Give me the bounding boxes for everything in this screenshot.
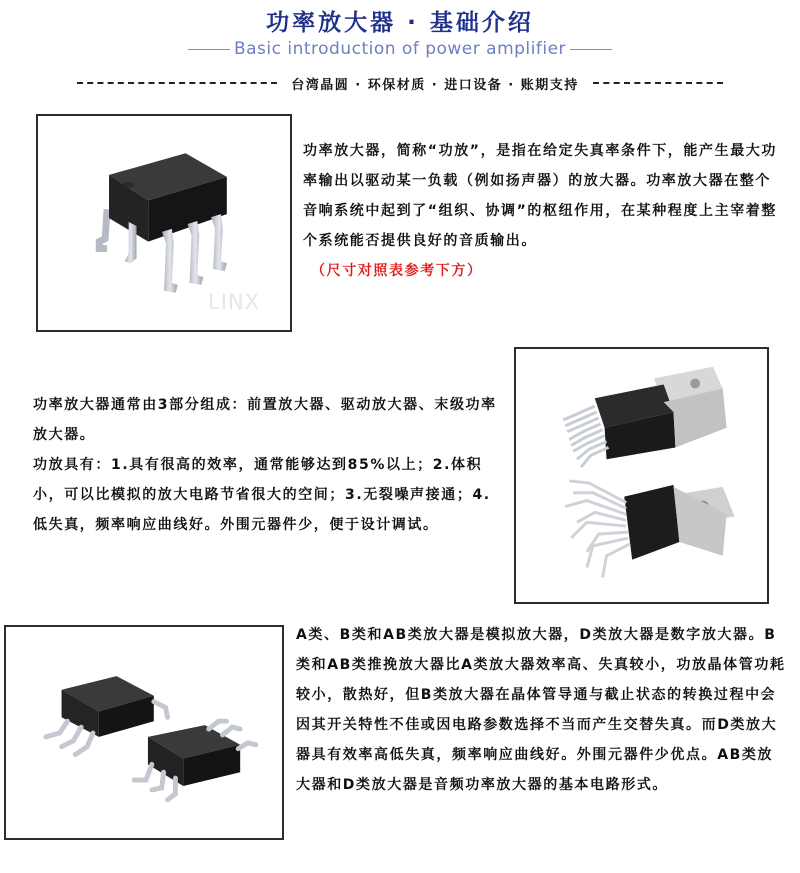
page-subtitle: Basic introduction of power amplifier [233, 39, 567, 59]
dip-chip-image [36, 114, 292, 332]
tagline-left-divider [77, 82, 277, 84]
section3-paragraph: A类、B类和AB类放大器是模拟放大器，D类放大器是数字放大器。B类和AB类推挽放大器比A类放大器效率高、失真较小，功放晶体管功耗较小，散热好，但B类放大器在晶体管导通与截止状态的转换过程中会因其开关特性不佳或因电路参数选择不当而产生交替失真。而D类放大器具有效率高低失真，频率响应曲线好。外围元器件少优点。AB类放大器和D类放大器是音频功率放大器的基本电路形式。 [296, 627, 786, 793]
section2-paragraph-features: 功放具有：1.具有很高的效率，通常能够达到85%以上；2.体积小，可以比模拟的放大电路节省很大的空间；3.无裂噪声接通；4.低失真，频率响应曲线好。外围元器件少，便于设计调试。 [33, 457, 491, 533]
section1-text [303, 136, 781, 286]
subtitle-right-line [570, 49, 612, 50]
multiwatt-chip-icon [516, 349, 767, 602]
smd-chip-icon [6, 627, 282, 838]
section1-paragraph: 功率放大器，简称“功放”，是指在给定失真率条件下，能产生最大功率输出以驱动某一负载（例如扬声器）的放大器。功率放大器在整个音响系统中起到了“组织、协调”的枢纽作用，在某种程度上主宰着整个系统能否提供良好的音质输出。 [303, 143, 778, 249]
tagline-right-divider [593, 82, 723, 84]
smd-chip-image [4, 625, 284, 840]
subtitle-row [0, 38, 800, 60]
page-title: 功率放大器 · 基础介绍 [266, 10, 534, 36]
section3-text [296, 620, 786, 800]
subtitle-left-line [188, 49, 230, 50]
image-watermark: LINX [208, 290, 260, 314]
section2-paragraph-composition: 功率放大器通常由3部分组成：前置放大器、驱动放大器、末级功率放大器。 [33, 397, 497, 443]
tagline: 台湾晶圆 · 环保材质 · 进口设备 · 账期支持 [291, 77, 579, 93]
size-reference-note: （尺寸对照表参考下方） [311, 263, 483, 279]
tagline-row [0, 70, 800, 96]
section2-text [33, 390, 503, 540]
multiwatt-chip-image [514, 347, 769, 604]
